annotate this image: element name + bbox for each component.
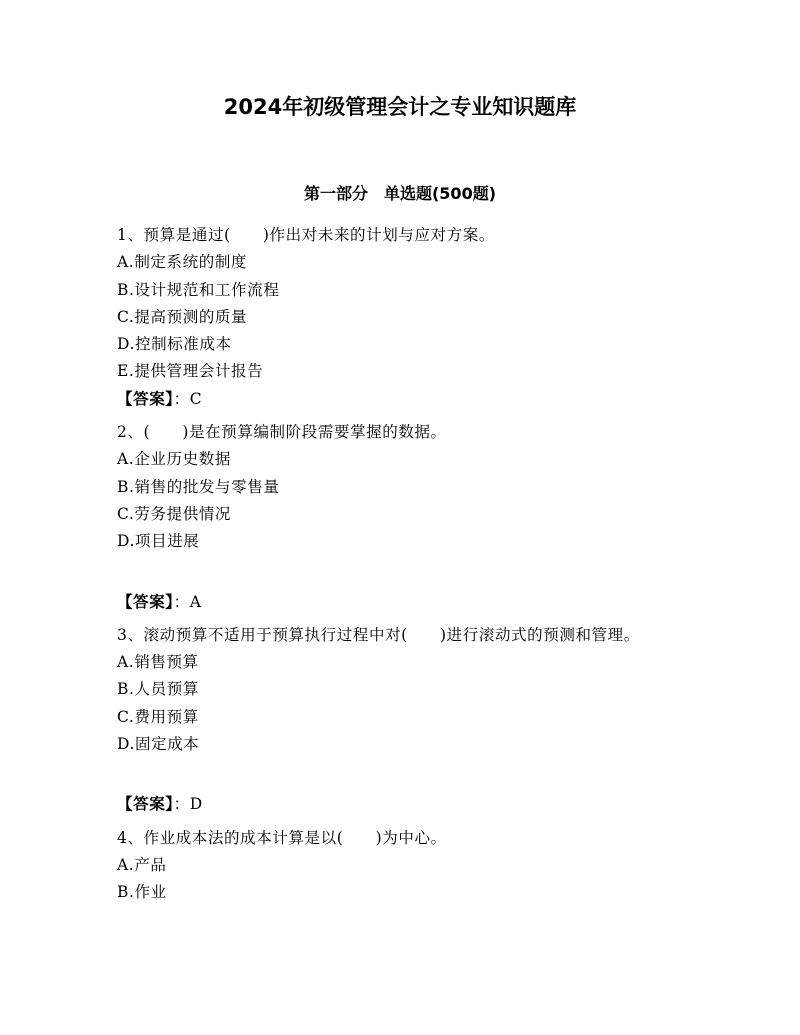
option-b: B.设计规范和工作流程 bbox=[117, 280, 280, 299]
spacer bbox=[117, 758, 687, 791]
question-4 bbox=[117, 825, 687, 907]
answer-label: 【答案】 bbox=[117, 592, 174, 611]
document-title: 2024年初级管理会计之专业知识题库 bbox=[223, 95, 577, 119]
question-stem: 3、滚动预算不适用于预算执行过程中对( )进行滚动式的预测和管理。 bbox=[117, 625, 640, 644]
option-d: D.控制标准成本 bbox=[117, 335, 232, 354]
question-2 bbox=[117, 419, 687, 616]
option-b: B.作业 bbox=[117, 883, 167, 902]
option-a: A.制定系统的制度 bbox=[117, 253, 248, 272]
option-a: A.销售预算 bbox=[117, 653, 199, 672]
answer-separator: ： bbox=[173, 389, 190, 408]
option-d: D.固定成本 bbox=[117, 735, 200, 754]
option-b: B.销售的批发与零售量 bbox=[117, 477, 280, 496]
answer-line bbox=[117, 791, 687, 818]
answer-line bbox=[117, 386, 687, 413]
answer-label: 【答案】 bbox=[117, 795, 174, 814]
question-list bbox=[117, 222, 687, 907]
option-c: C.劳务提供情况 bbox=[117, 504, 232, 523]
question-stem: 1、预算是通过( )作出对未来的计划与应对方案。 bbox=[117, 226, 495, 244]
question-3 bbox=[117, 622, 687, 819]
option-a: A.产品 bbox=[117, 855, 167, 874]
option-b: B.人员预算 bbox=[117, 680, 199, 699]
option-a: A.企业历史数据 bbox=[117, 450, 231, 469]
option-e: E.提供管理会计报告 bbox=[117, 362, 264, 381]
answer-line bbox=[117, 589, 687, 616]
answer-separator: ： bbox=[173, 592, 190, 611]
question-1 bbox=[117, 222, 687, 413]
section-title: 第一部分 单选题(500题) bbox=[303, 184, 497, 203]
question-stem: 4、作业成本法的成本计算是以( )为中心。 bbox=[117, 828, 447, 847]
option-c: C.提高预测的质量 bbox=[117, 307, 248, 326]
answer-separator: ： bbox=[173, 795, 190, 814]
question-stem: 2、( )是在预算编制阶段需要掌握的数据。 bbox=[117, 423, 447, 442]
option-d: D.项目进展 bbox=[117, 532, 200, 551]
spacer bbox=[117, 556, 687, 589]
answer-value: C bbox=[189, 389, 203, 408]
answer-value: A bbox=[189, 592, 202, 611]
answer-value: D bbox=[189, 795, 203, 814]
answer-label: 【答案】 bbox=[117, 389, 174, 408]
option-c: C.费用预算 bbox=[117, 707, 199, 726]
